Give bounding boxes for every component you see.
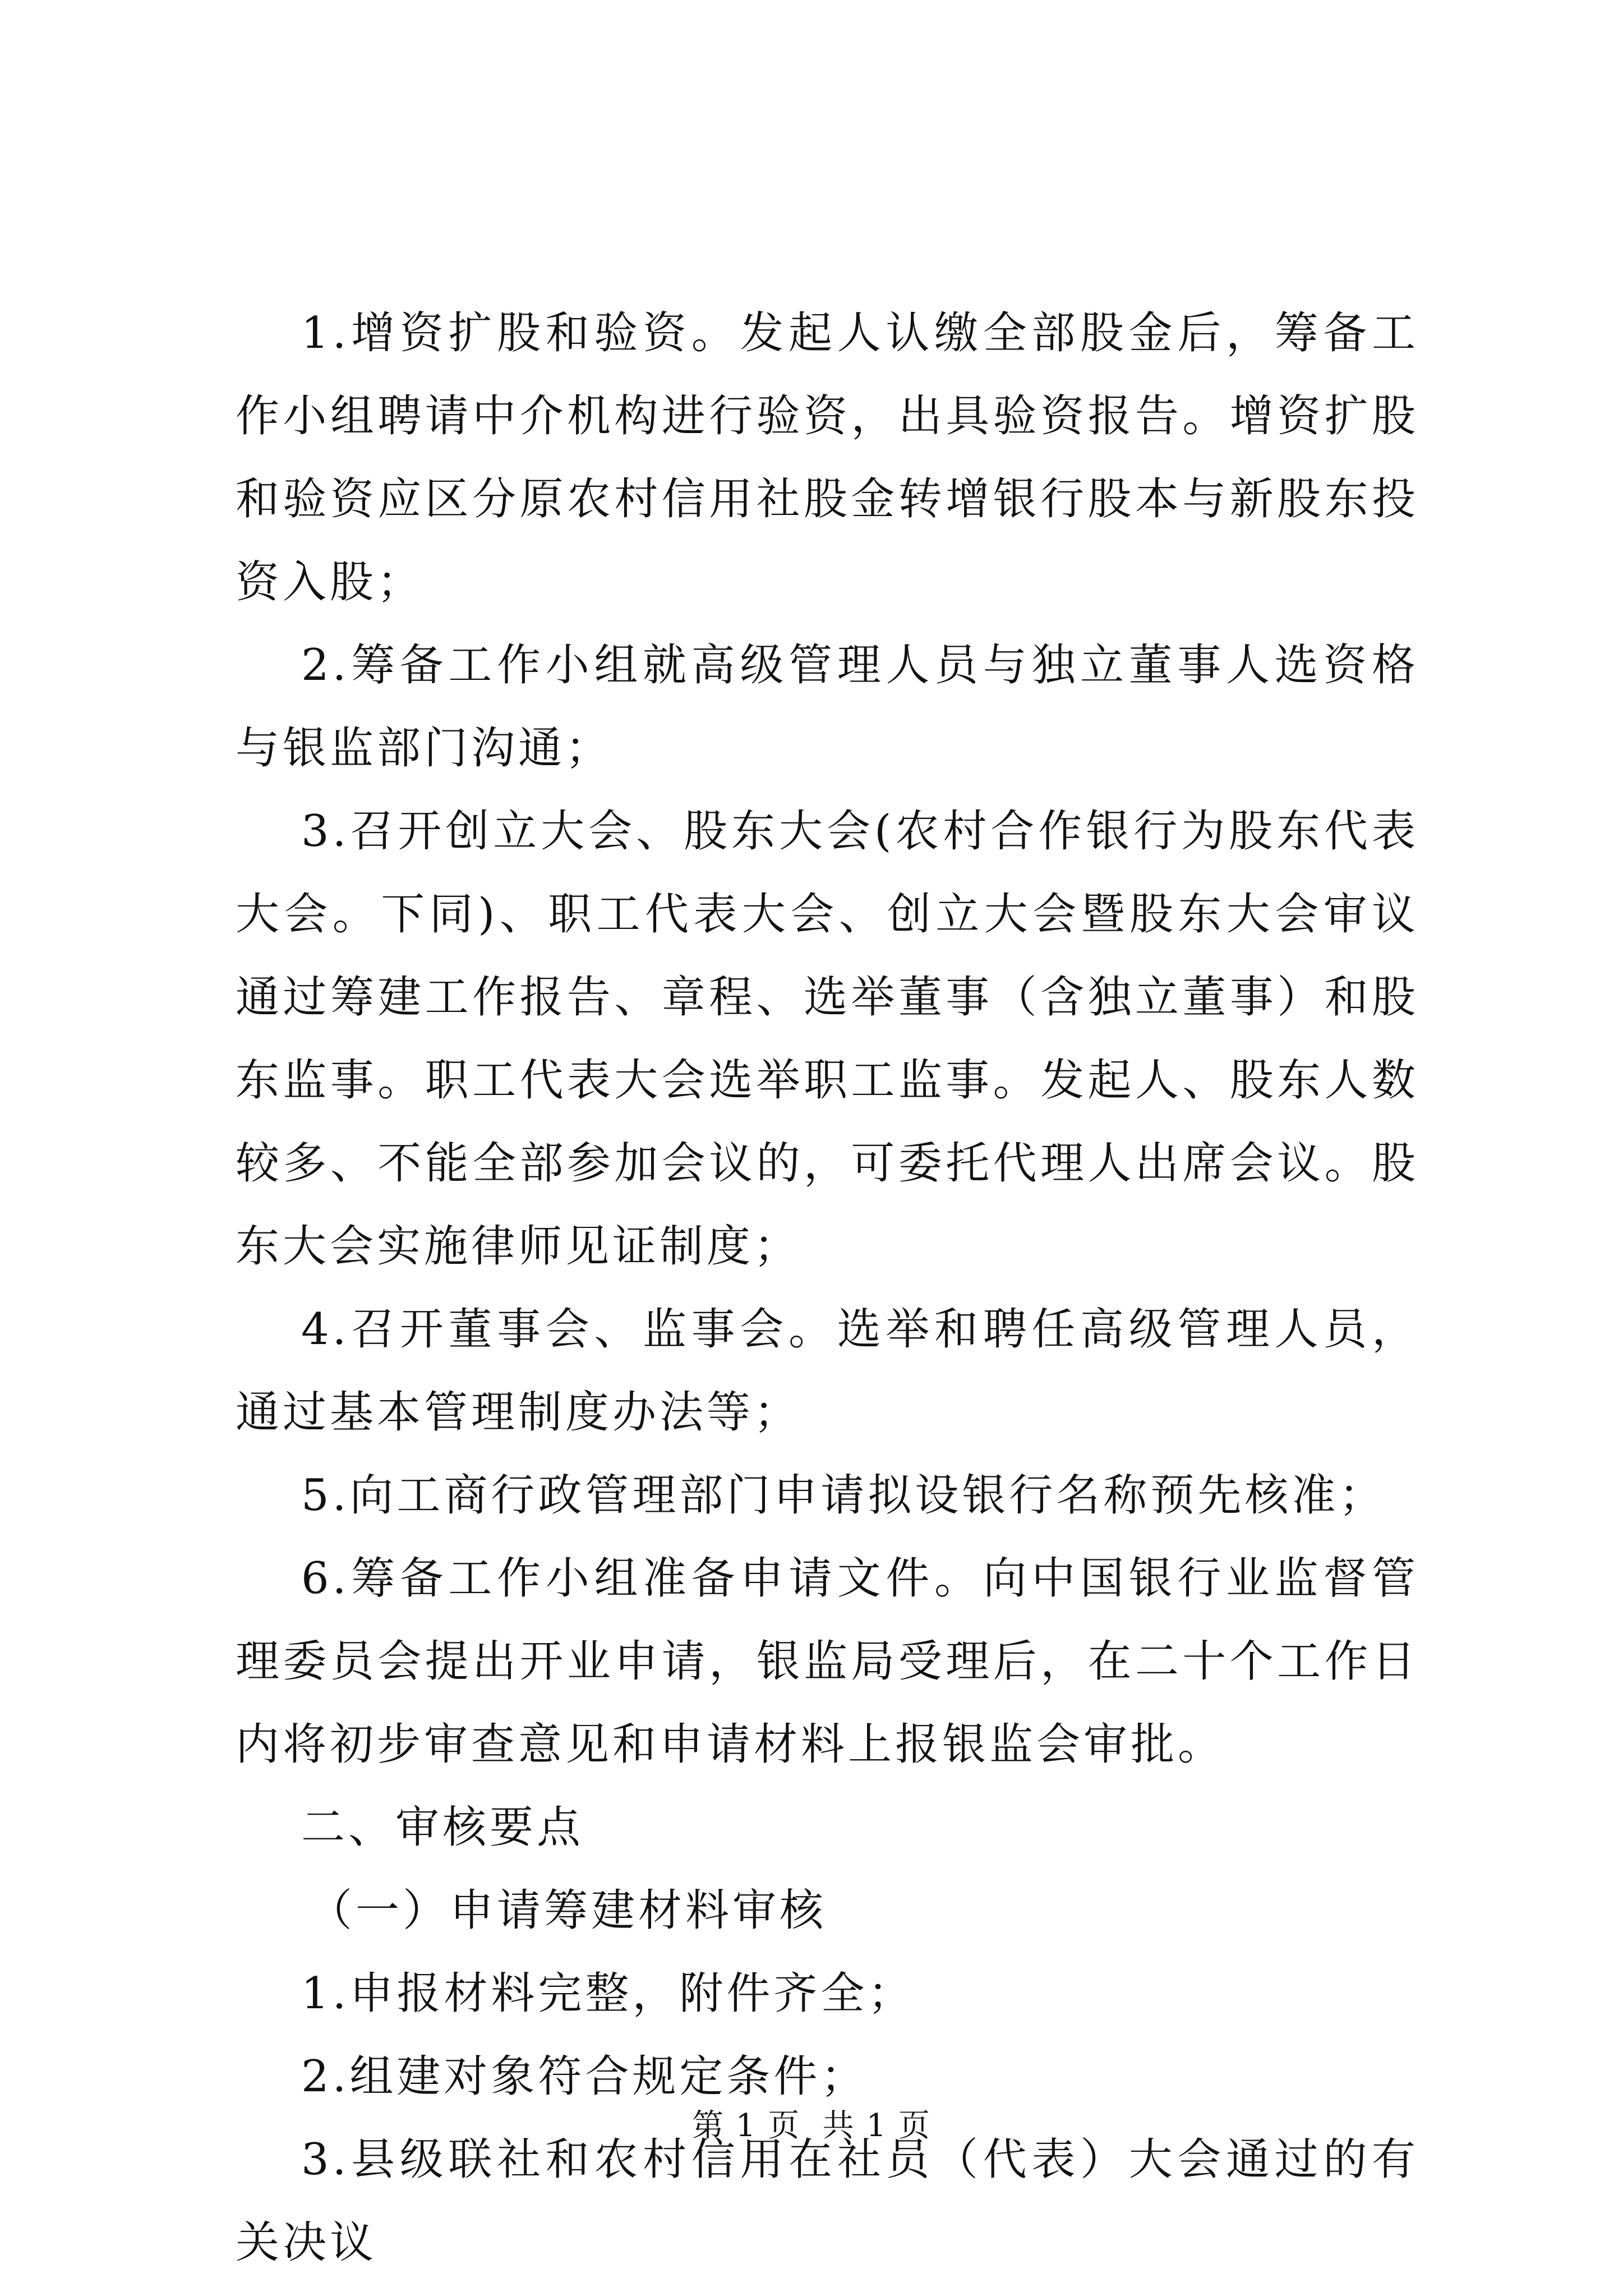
- paragraph-item-1: 1.增资扩股和验资。发起人认缴全部股金后，筹备工作小组聘请中介机构进行验资，出具验资报告。增资扩股和验资应区分原农村信用社股金转增银行股本与新股东投资入股；: [236, 308, 1419, 608]
- review-item-2: 2.组建对象符合规定条件；: [301, 2051, 868, 2102]
- document-body: [236, 292, 1419, 2284]
- paragraph-item-6: 6.筹备工作小组准备申请文件。向中国银行业监督管理委员会提出开业申请，银监局受理后，在二十个工作日内将初步审查意见和申请材料上报银监会审批。: [236, 1553, 1419, 1770]
- paragraph-item-3: 3.召开创立大会、股东大会(农村合作银行为股东代表大会。下同)、职工代表大会、创立大会暨股东大会审议通过筹建工作报告、章程、选举董事（含独立董事）和股东监事。职工代表大会选举职工监事。发起人、股东人数较多、不能全部参加会议的，可委托代理人出席会议。股东大会实施律师见证制度；: [236, 806, 1419, 1272]
- page-number: 第 1 页 共 1 页: [691, 2108, 932, 2144]
- section-heading: 二、审核要点: [301, 1802, 584, 1853]
- page-footer: [0, 2101, 1623, 2146]
- paragraph-item-2: 2.筹备工作小组就高级管理人员与独立董事人选资格与银监部门沟通；: [236, 640, 1419, 774]
- subsection-heading: （一）申请筹建材料审核: [308, 1885, 827, 1936]
- review-item-1: 1.申报材料完整，附件齐全；: [301, 1968, 915, 2019]
- paragraph-item-4: 4.召开董事会、监事会。选举和聘任高级管理人员，通过基本管理制度办法等；: [236, 1304, 1419, 1438]
- paragraph-item-5: 5.向工商行政管理部门申请拟设银行名称预先核准；: [301, 1470, 1386, 1521]
- review-item-3: 3.县级联社和农村信用在社员（代表）大会通过的有关决议: [236, 2134, 1419, 2268]
